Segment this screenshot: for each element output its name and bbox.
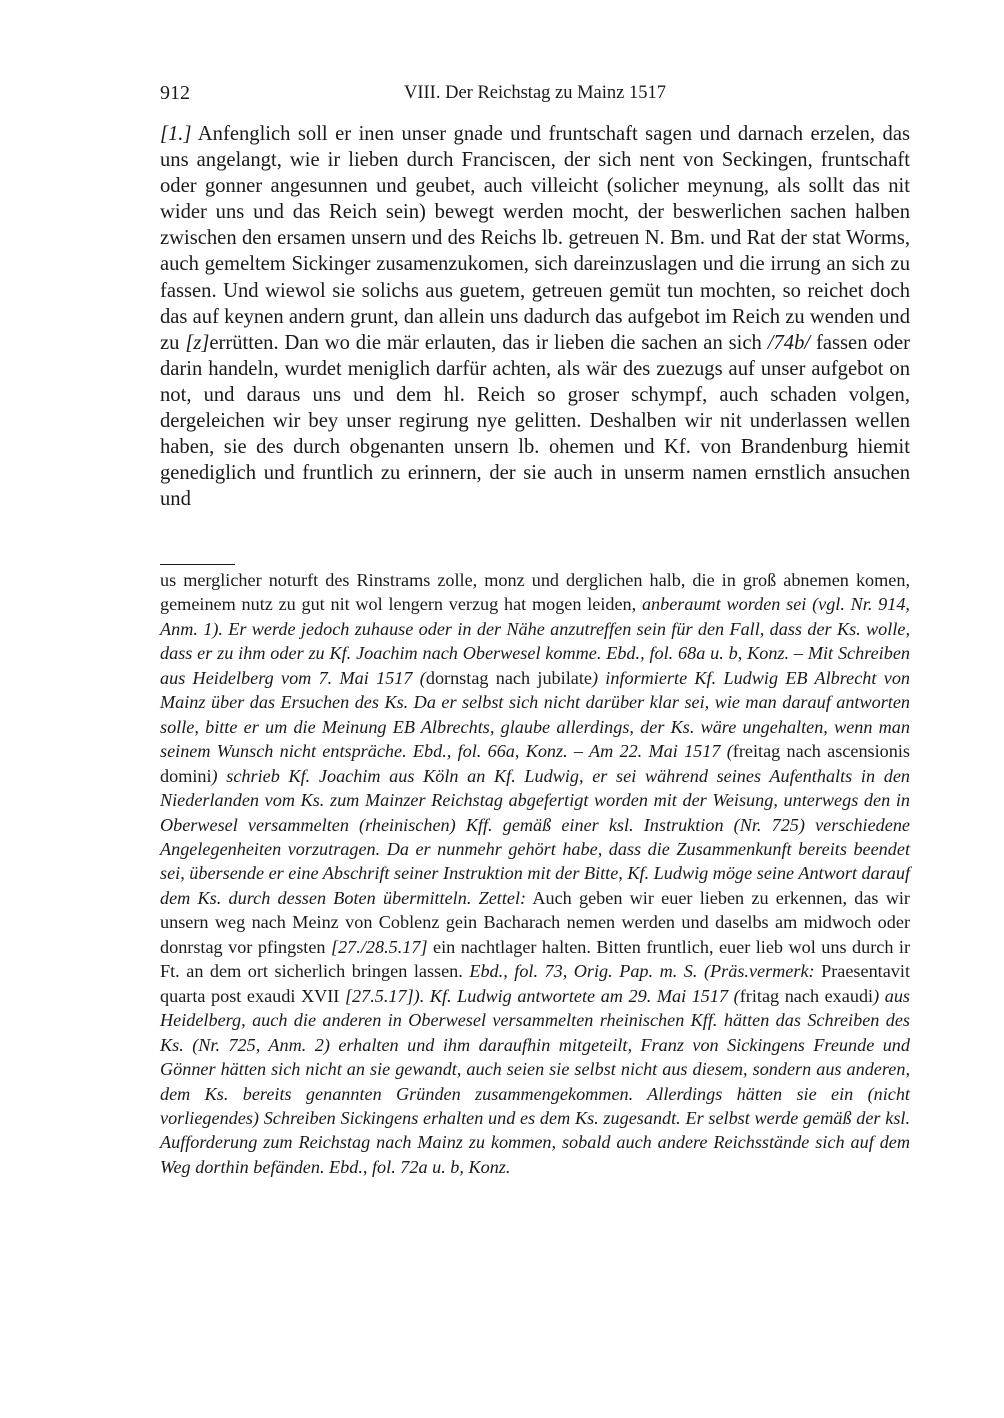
footnote-commentary: [27.5.17]). Kf. Ludwig antwortete am 29. Mai 1517 (: [344, 985, 740, 1006]
footnote-quote: Praesentavit quarta post exaudi XVII: [160, 961, 910, 1006]
footnote-quote: Auch geben wir euer lieben zu erkennen, das wir unsern weg nach Meinz von Coblenz gein Bacharach nemen werden und daselbs am midwoch oder donrstag vor pfingsten: [160, 887, 910, 957]
footnote-commentary: ) aus Heidelberg, auch die anderen in Oberwesel versammelten rheinischen Kff. hätten das Schreiben des Ks. (Nr. 725, Anm. 2) erhalten und ihm daraufhin mitgeteilt, Franz von Sickingens Freunde und Gönner hätten sich nicht an sie gewandt, auch seien sie selbst nicht aus diesem, sondern aus anderen, dem Ks. bereits genannten Gründen zusammengekommen. Allerdings hätten sie ein (nicht vorliegendes) Schreiben Sickingens erhalten und es dem Ks. zugesandt. Er selbst werde gemäß der ksl. Aufforderung zum Reichstag nach Mainz zu kommen, sobald auch andere Reichsstände sich auf dem Weg dorthin befänden. Ebd., fol. 72a u. b, Konz.: [160, 985, 911, 1177]
running-head: VIII. Der Reichstag zu Mainz 1517: [404, 83, 666, 103]
footnote-commentary: Ebd., fol. 73, Orig. Pap. m. S. (Präs.vermerk:: [469, 961, 815, 982]
footnote-quote: ein nachtlager halten. Bitten fruntlich, euer lieb wol uns durch ir Ft. an dem ort sicherlich bringen lassen.: [160, 936, 911, 982]
footnote-separator: [160, 564, 235, 565]
footnote-section: [160, 568, 910, 1179]
footnote-quote: freitag nach ascensionis domini: [160, 741, 910, 786]
footnote-commentary: anberaumt worden sei (vgl. Nr. 914, Anm. 1). Er werde jedoch zuhause oder in der Nähe anzutreffen sein für den Fall, dass der Ks. wolle, dass er zu ihm oder zu Kf. Joachim nach Oberwesel komme. Ebd., fol. 68a u. b, Konz. – Mit Schreiben aus Heidelberg vom 7. Mai 1517 (: [160, 594, 910, 688]
editorial-insertion: [z]: [185, 331, 210, 354]
page-number: 912: [160, 82, 190, 104]
footnote-quote: fritag nach exaudi: [739, 985, 874, 1006]
folio-marker: /74b/: [767, 331, 811, 354]
text-segment: fassen oder darin handeln, wurdet meniglich darfür achten, als wär des zuezugs auf unser aufgebot on not, und daraus uns und dem hl. Reich so groser schympf, auch schaden volgen, dergeleichen wir bey unser regirung nye gelitten. Deshalben wir nit underlassen wellen haben, sie des durch obgenanten unsern lb. ohemen und Kf. von Brandenburg hiemit genediglich und fruntlich zu erinnern, der sie auch in unserm namen ernstlich ansuchen und: [160, 331, 910, 511]
footnote-paragraph: [160, 568, 910, 1179]
footnote-date: [27./28.5.17]: [331, 936, 428, 957]
main-text-body: [160, 121, 910, 512]
footnote-quote: dornstag nach jubilate: [425, 667, 592, 688]
footnote-quote: us merglicher noturft des Rinstrams zolle, monz und derglichen halb, die in groß abnemen komen, gemeinem nutz zu gut nit wol lengern verzug hat mogen leiden,: [160, 570, 910, 615]
text-segment: errütten. Dan wo die mär erlauten, das ir lieben die sachen an sich: [209, 331, 768, 354]
footnote-commentary: ) informierte Kf. Ludwig EB Albrecht von Mainz über das Ersuchen des Ks. Da er selbst sich nicht darüber klar sei, wie man darauf antworten solle, bitte er um die Meinung EB Albrechts, glaube allerdings, der Ks. wäre ungehalten, wenn man seinem Wunsch nicht entspräche. Ebd., fol. 66a, Konz. – Am 22. Mai 1517 (: [160, 667, 911, 762]
text-segment: Anfenglich soll er inen unser gnade und fruntschaft sagen und darnach erzelen, das uns angelangt, wie ir lieben durch Franciscen, der sich nent von Seckingen, fruntschaft oder gonner angesunnen und geubet, auch villeicht (solicher meynung, als sollt das nit wider uns und das Reich sein) bewegt werden mocht, der beswerlichen sachen halben zwischen den ersamen unsern und des Reichs lb. getreuen N. Bm. und Rat der stat Worms, auch gemeltem Sickinger zusamenzukomen, sich dareinzuslagen und die irrung an sich zu fassen. Und wiewol sie solichs aus guetem, getreuen gemüt tun mochten, so reichet doch das auf keynen andern grunt, dan allein uns dadurch das aufgebot im Reich zu wenden und zu: [160, 123, 910, 354]
paragraph-number: [1.]: [160, 123, 192, 145]
page-header: [160, 80, 910, 106]
footnote-commentary: ) schrieb Kf. Joachim aus Köln an Kf. Ludwig, er sei während seines Aufenthalts in den Niederlanden vom Ks. zum Mainzer Reichstag abgefertigt worden mit der Weisung, unterwegs den in Oberwesel versammelten (rheinischen) Kff. gemäß einer ksl. Instruktion (Nr. 725) verschiedene Angelegenheiten vorzutragen. Da er nunmehr gehört habe, dass die Zusammenkunft bereits beendet sei, übersende er eine Abschrift seiner Instruktion mit der Bitte, Kf. Ludwig möge seine Antwort darauf dem Ks. durch dessen Boten übermitteln. Zettel:: [160, 765, 911, 908]
main-paragraph: [160, 121, 910, 512]
